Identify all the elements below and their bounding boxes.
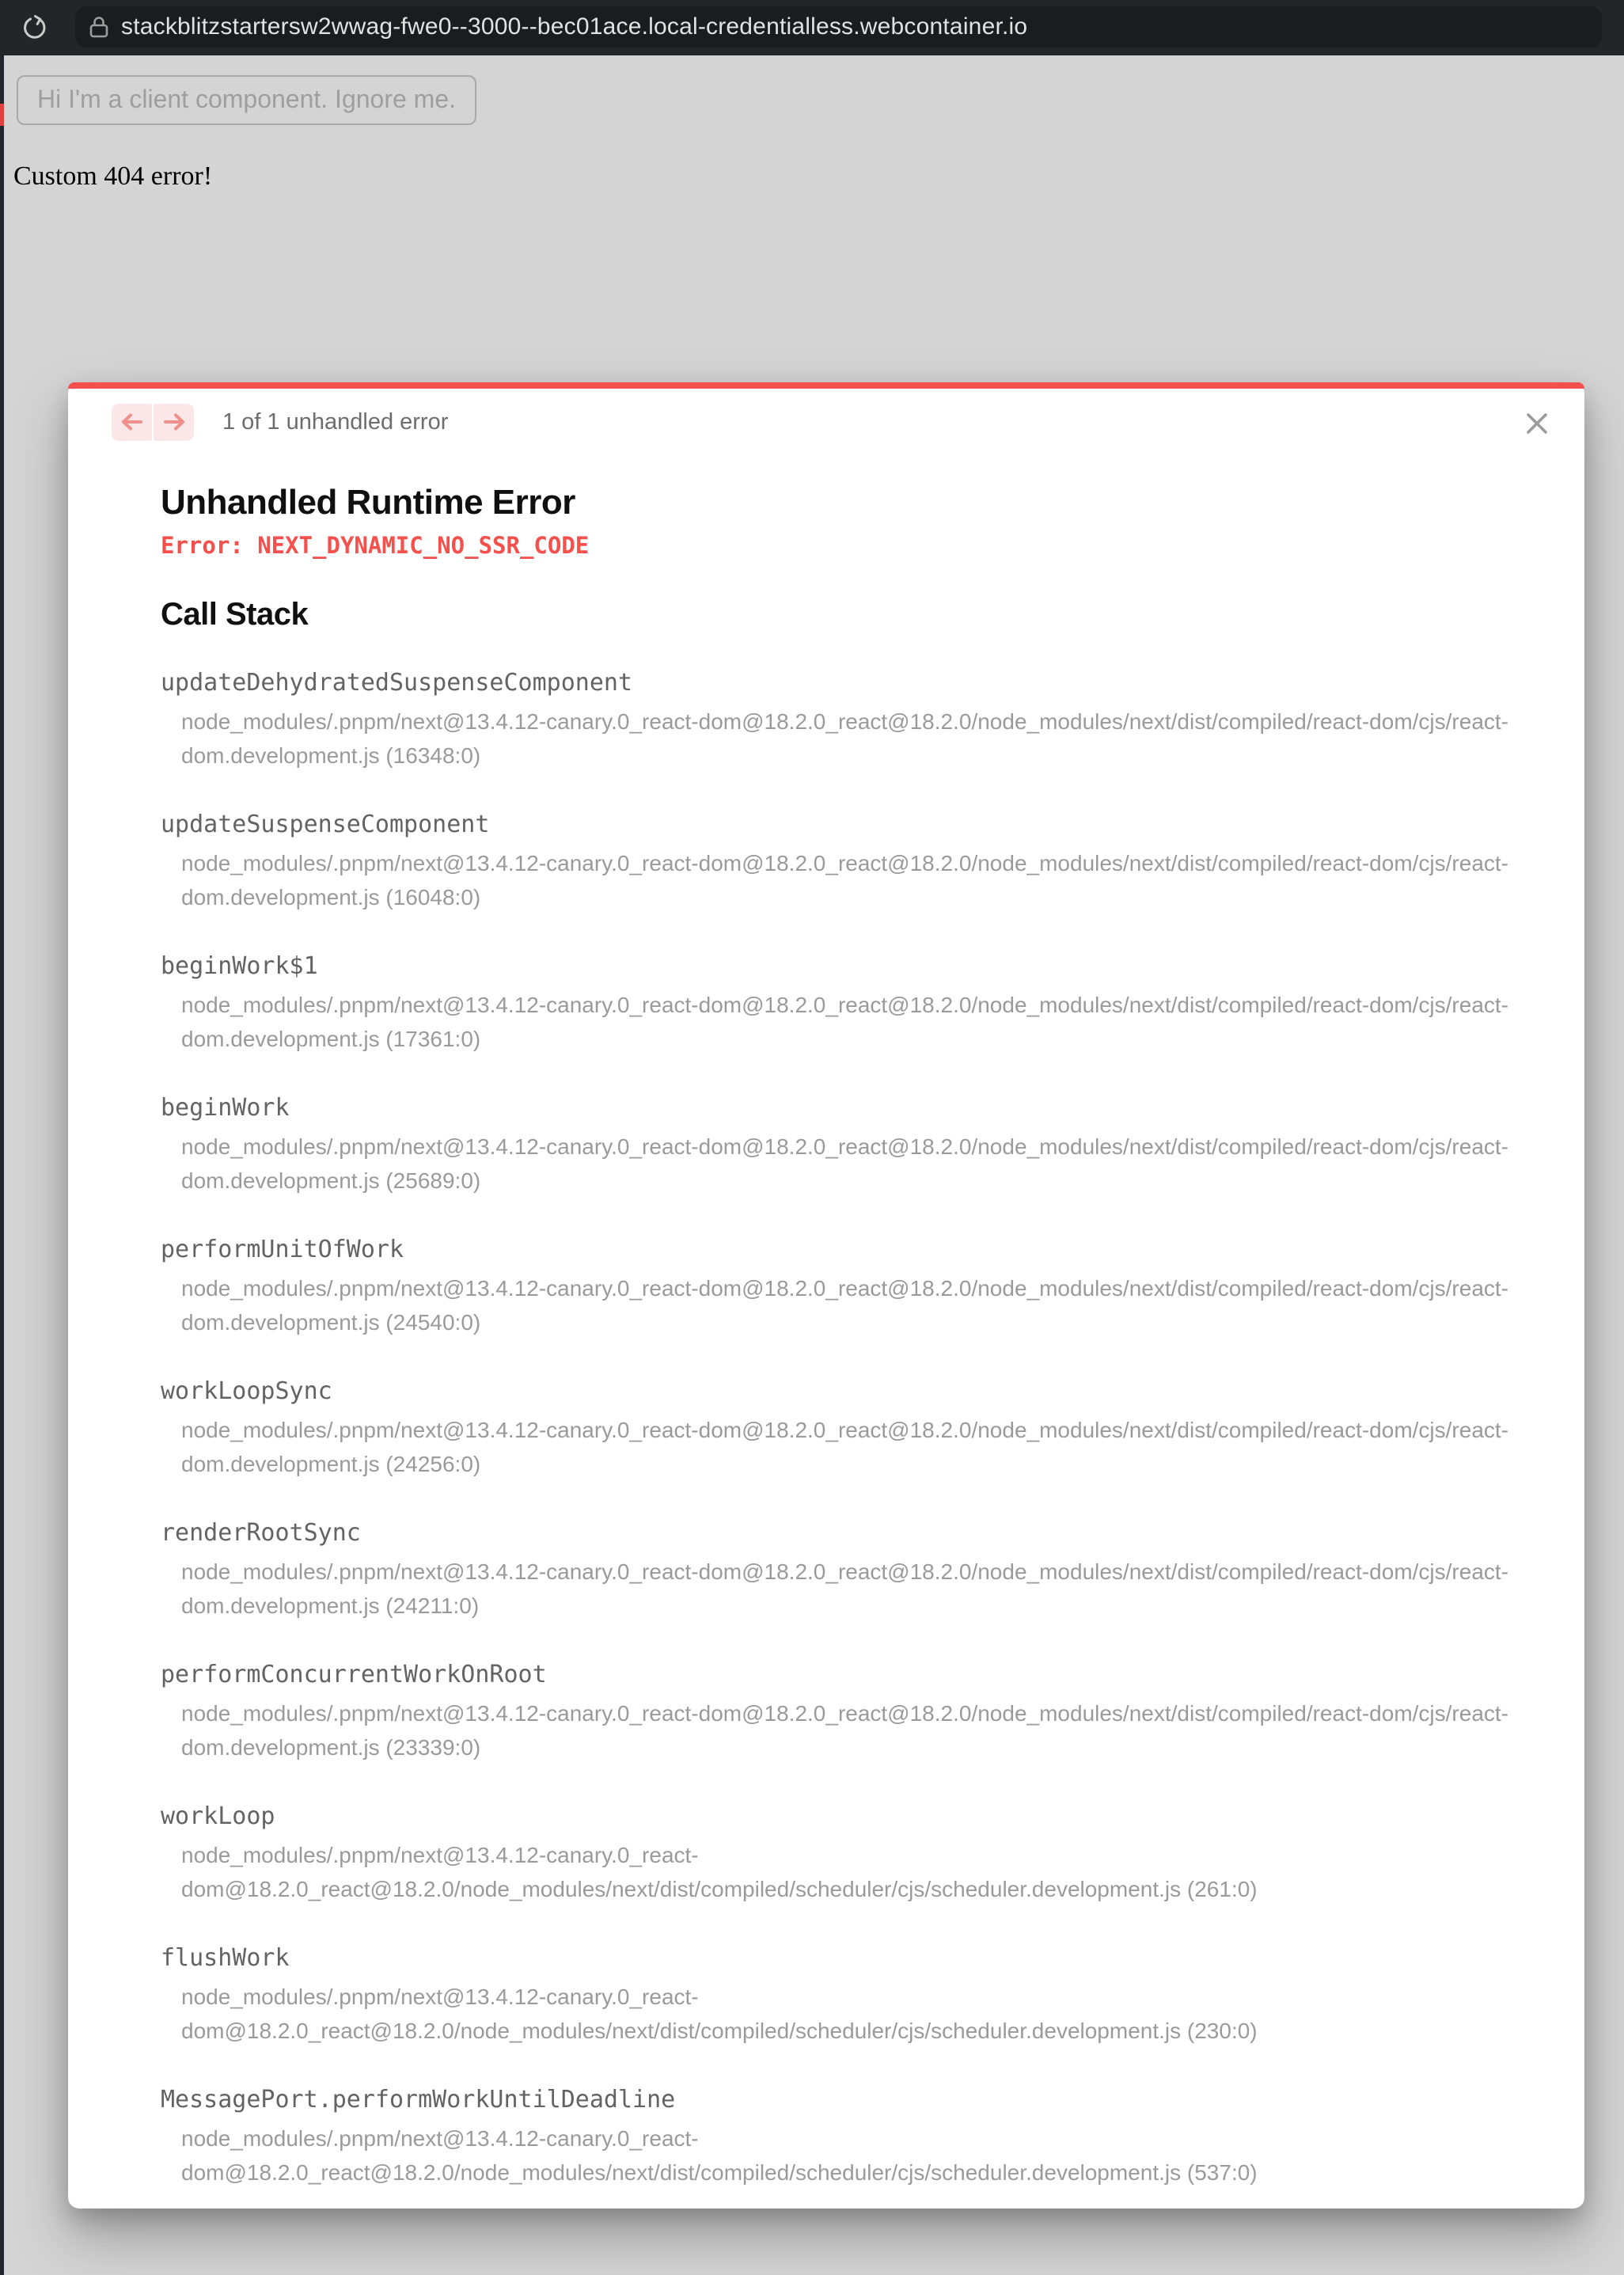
frame-source-path: node_modules/.pnpm/next@13.4.12-canary.0_react-dom@18.2.0_react@18.2.0/node_modules/next/dist/compiled/react-dom/cjs/react-dom.development.js (16348:0) <box>181 709 1508 768</box>
error-overlay-dialog <box>68 382 1584 2209</box>
close-icon <box>1523 410 1550 437</box>
url-text: stackblitzstartersw2wwag-fwe0--3000--bec01ace.local-credentialless.webcontainer.io <box>121 13 1028 40</box>
arrow-left-icon <box>119 411 146 433</box>
call-stack-frame <box>161 1377 1556 1481</box>
frame-source-path: node_modules/.pnpm/next@13.4.12-canary.0_react-dom@18.2.0_react@18.2.0/node_modules/next/dist/compiled/scheduler/cjs/scheduler.development.js (261:0) <box>181 1843 1258 1901</box>
call-stack-frame <box>161 810 1556 914</box>
page-content <box>4 55 1624 192</box>
previous-error-button[interactable] <box>112 404 152 441</box>
dialog-header <box>92 403 1556 441</box>
frame-source-path: node_modules/.pnpm/next@13.4.12-canary.0_react-dom@18.2.0_react@18.2.0/node_modules/next/dist/compiled/react-dom/cjs/react-dom.development.js (17361:0) <box>181 993 1508 1051</box>
frame-source-path: node_modules/.pnpm/next@13.4.12-canary.0_react-dom@18.2.0_react@18.2.0/node_modules/next/dist/compiled/react-dom/cjs/react-dom.development.js (24256:0) <box>181 1418 1508 1476</box>
error-count-text: 1 of 1 unhandled error <box>222 408 449 435</box>
editor-edge-strip <box>0 55 4 2275</box>
frame-function-name: beginWork$1 <box>161 952 318 980</box>
frame-function-name: updateDehydratedSuspenseComponent <box>161 669 633 697</box>
frame-function-name: workLoopSync <box>161 1377 332 1405</box>
call-stack-frame <box>161 1802 1556 1906</box>
overlay-title: Unhandled Runtime Error <box>161 483 575 522</box>
error-pagination <box>112 404 194 441</box>
call-stack-frame <box>161 1518 1556 1623</box>
reload-icon <box>20 13 50 43</box>
frame-source-path: node_modules/.pnpm/next@13.4.12-canary.0_react-dom@18.2.0_react@18.2.0/node_modules/next/dist/compiled/react-dom/cjs/react-dom.development.js (24540:0) <box>181 1276 1508 1335</box>
call-stack-list <box>161 668 1556 2190</box>
frame-function-name: performConcurrentWorkOnRoot <box>161 1661 547 1688</box>
call-stack-frame <box>161 1943 1556 2048</box>
frame-function-name: MessagePort.performWorkUntilDeadline <box>161 2086 676 2114</box>
frame-source-path: node_modules/.pnpm/next@13.4.12-canary.0_react-dom@18.2.0_react@18.2.0/node_modules/next/dist/compiled/react-dom/cjs/react-dom.development.js (16048:0) <box>181 851 1508 910</box>
call-stack-frame <box>161 1093 1556 1198</box>
error-message: Error: NEXT_DYNAMIC_NO_SSR_CODE <box>161 532 590 559</box>
next-error-button[interactable] <box>154 404 194 441</box>
frame-source-path: node_modules/.pnpm/next@13.4.12-canary.0_react-dom@18.2.0_react@18.2.0/node_modules/next/dist/compiled/react-dom/cjs/react-dom.development.js (23339:0) <box>181 1701 1508 1760</box>
call-stack-frame <box>161 668 1556 773</box>
call-stack-frame <box>161 1660 1556 1764</box>
frame-source-path: node_modules/.pnpm/next@13.4.12-canary.0_react-dom@18.2.0_react@18.2.0/node_modules/next/dist/compiled/react-dom/cjs/react-dom.development.js (24211:0) <box>181 1559 1508 1618</box>
frame-function-name: updateSuspenseComponent <box>161 811 490 838</box>
reload-button[interactable] <box>19 12 51 44</box>
frame-function-name: beginWork <box>161 1094 290 1122</box>
custom-404-text: Custom 404 error! <box>13 161 213 191</box>
frame-function-name: performUnitOfWork <box>161 1236 404 1263</box>
frame-function-name: flushWork <box>161 1944 290 1972</box>
arrow-right-icon <box>161 411 188 433</box>
frame-source-path: node_modules/.pnpm/next@13.4.12-canary.0_react-dom@18.2.0_react@18.2.0/node_modules/next/dist/compiled/scheduler/cjs/scheduler.development.js (537:0) <box>181 2126 1258 2185</box>
url-bar[interactable] <box>75 6 1602 47</box>
call-stack-heading: Call Stack <box>161 597 309 632</box>
lock-icon <box>88 15 110 39</box>
browser-topbar <box>0 0 1624 55</box>
frame-function-name: workLoop <box>161 1802 275 1830</box>
frame-function-name: renderRootSync <box>161 1519 361 1547</box>
close-overlay-button[interactable] <box>1521 408 1553 439</box>
frame-source-path: node_modules/.pnpm/next@13.4.12-canary.0_react-dom@18.2.0_react@18.2.0/node_modules/next/dist/compiled/scheduler/cjs/scheduler.development.js (230:0) <box>181 1984 1258 2043</box>
call-stack-frame <box>161 2085 1556 2190</box>
frame-source-path: node_modules/.pnpm/next@13.4.12-canary.0_react-dom@18.2.0_react@18.2.0/node_modules/next/dist/compiled/react-dom/cjs/react-dom.development.js (25689:0) <box>181 1134 1508 1193</box>
call-stack-frame <box>161 951 1556 1056</box>
client-component-button[interactable]: Hi I'm a client component. Ignore me. <box>17 75 476 125</box>
call-stack-frame <box>161 1235 1556 1339</box>
